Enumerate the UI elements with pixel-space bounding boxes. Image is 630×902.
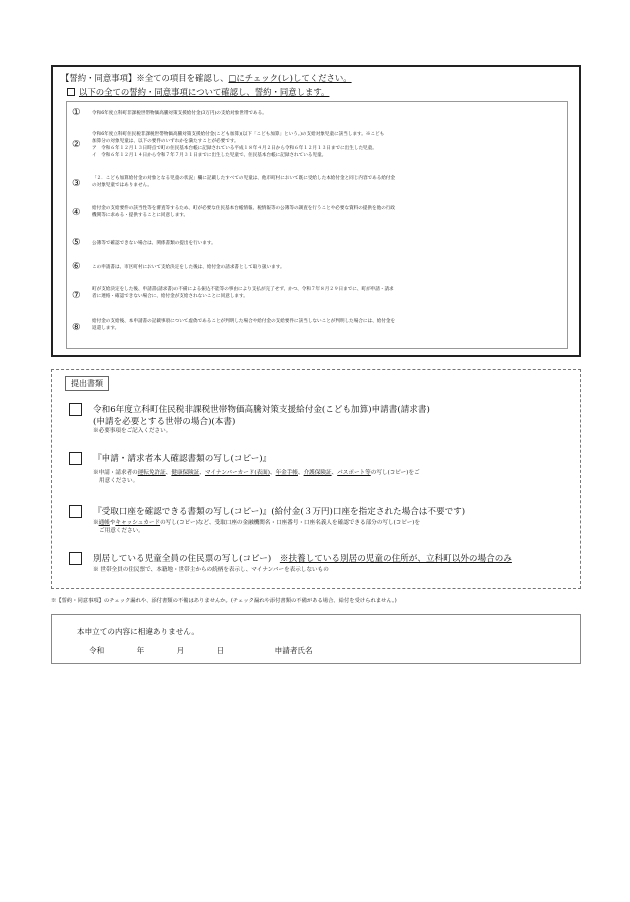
declaration-text: 本申立ての内容に相違ありません。 xyxy=(77,627,199,636)
item-number: ④ xyxy=(72,207,81,218)
confirm-all-row[interactable] xyxy=(67,86,329,98)
document-note: ※通帳やキャッシュカードの写し(コピー)など、受取口座の金融機関名・口座番号・口座名義人を確認できる部分の写し(コピー)を xyxy=(93,520,421,526)
item-number: ① xyxy=(72,107,81,118)
item-text: の対象児童ではありません。 xyxy=(92,183,152,188)
item-text: 公簿等で確認できない場合は、関係書類の提出を行います。 xyxy=(92,241,216,246)
document-title: 別居している児童全員の住民票の写し(コピー) ※扶養している別居の児童の住所が、立科町以外の場合のみ xyxy=(93,554,512,564)
confirm-all-checkbox[interactable] xyxy=(67,88,75,96)
declaration-section xyxy=(51,614,581,664)
item-number: ⑥ xyxy=(72,261,81,272)
document-note: 用意ください。 xyxy=(99,478,139,484)
item-number: ② xyxy=(72,139,81,150)
pledge-heading-instruction: □にチェック(レ)してください。 xyxy=(228,73,352,83)
item-text: 町が支給決定をした後、申請書(請求書)の不備による振込不能等の事由により支払が完了せず、かつ、令和７年８月２９日までに、町が申請・請求 xyxy=(92,287,394,292)
document-checkbox[interactable] xyxy=(69,505,82,518)
document-title: 『申請・請求者本人確認書類の写し(コピー)』 xyxy=(93,454,272,464)
item-text: 令和6年度立科町非課税世帯物価高騰対策支援給付金(3万円)の支給対象世帯である。 xyxy=(92,111,267,116)
era-label: 令和 xyxy=(89,646,105,655)
document-title-sub: (申請を必要とする世帯の場合)(本書) xyxy=(93,417,236,427)
required-documents-section xyxy=(51,369,581,589)
document-title: 『受取口座を確認できる書類の写し(コピー)』(給付金(３万円)口座を指定された場合は不要です) xyxy=(93,507,466,517)
documents-label: 提出書類 xyxy=(65,376,109,391)
item-number: ⑧ xyxy=(72,322,81,333)
document-note: ※申請・請求者の運転免許証、健康保険証、マイナンバーカード(表面)、年金手帳、介護保険証、パスポート等の写し(コピー)をご xyxy=(93,470,420,476)
date-signature-row xyxy=(89,645,313,656)
document-checkbox[interactable] xyxy=(69,552,82,565)
day-field[interactable]: 日 xyxy=(216,646,225,655)
item-text: 返還します。 xyxy=(92,326,120,331)
item-text: 加算分の対象児童は、以下の要件のいずれかを満たすことが必要です。 xyxy=(92,139,239,144)
item-text: 給付金の支給後、本申請書の記載事項について虚偽であることが判明した場合や給付金の支給要件に該当しないことが判明した場合には、給付金を xyxy=(92,319,396,324)
pledge-heading-text: 【誓約・同意事項】※全ての項目を確認し、 xyxy=(61,73,229,83)
confirm-all-label: 以下の全ての誓約・同意事項について確認し、誓約・同意します。 xyxy=(79,87,330,97)
applicant-name-field[interactable]: 申請者氏名 xyxy=(274,646,313,655)
item-text: 給付金の支給要件の該当性等を審査等するため、町が必要な住民基本台帳情報、税情報等の公簿等の調査を行うことや必要な資料の提供を他の行政 xyxy=(92,206,396,211)
document-title: 令和6年度立科町住民税非課税世帯物価高騰対策支援給付金(こども加算)申請書(請求書) xyxy=(93,405,430,415)
item-text: 機関等に求める・提供することに同意します。 xyxy=(92,213,189,218)
item-text: 者に連絡・確認できない場合に、給付金が支給されないことに同意します。 xyxy=(92,294,248,299)
pledge-section xyxy=(51,65,581,357)
item-number: ③ xyxy=(72,178,81,189)
item-text: 令和6年度立科町住民税非課税世帯物価高騰対策支援給付金(こども加算)(以下「こども加算」という。)の支給対象児童に該当します。※こども xyxy=(92,132,385,137)
document-checkbox[interactable] xyxy=(69,452,82,465)
item-text: 「２．こども加算給付金の対象となる児童の状況」欄に記載したすべての児童は、他市町村において既に受給した本給付金と同じ内容である給付金 xyxy=(92,176,396,181)
pledge-items-list xyxy=(66,101,568,349)
item-number: ⑦ xyxy=(72,290,81,301)
document-note: ※ 世帯全員の住民票で、本籍地・世帯主からの続柄を表示し、マイナンバーを表示しないもの xyxy=(93,567,329,573)
document-checkbox[interactable] xyxy=(69,403,82,416)
pledge-heading xyxy=(61,72,352,84)
month-field[interactable]: 月 xyxy=(176,646,185,655)
item-text: この申請書は、市区町村において支給決定をした後は、給付金の請求書として取り扱います。 xyxy=(92,265,285,270)
document-note: ※必要事項をご記入ください。 xyxy=(93,428,172,434)
item-text: イ 令和６年１２月１４日から令和７年７月３１日までに出生した児童で、住民基本台帳に記録されている児童。 xyxy=(92,153,327,158)
year-field[interactable]: 年 xyxy=(136,646,145,655)
item-text: ア 令和６年１２月１３日時点で町の住民基本台帳に記録されている平成１８年４月２日から令和６年１２月１３日までに出生した児童。 xyxy=(92,146,377,151)
document-note: ご用意ください。 xyxy=(99,528,144,534)
item-number: ⑤ xyxy=(72,237,81,248)
footnote: ※【誓約・同意事項】のチェック漏れや、添付書類の不備はありませんか。(チェック漏れや添付書類の不備がある場合、給付を受けられません。) xyxy=(51,598,397,604)
